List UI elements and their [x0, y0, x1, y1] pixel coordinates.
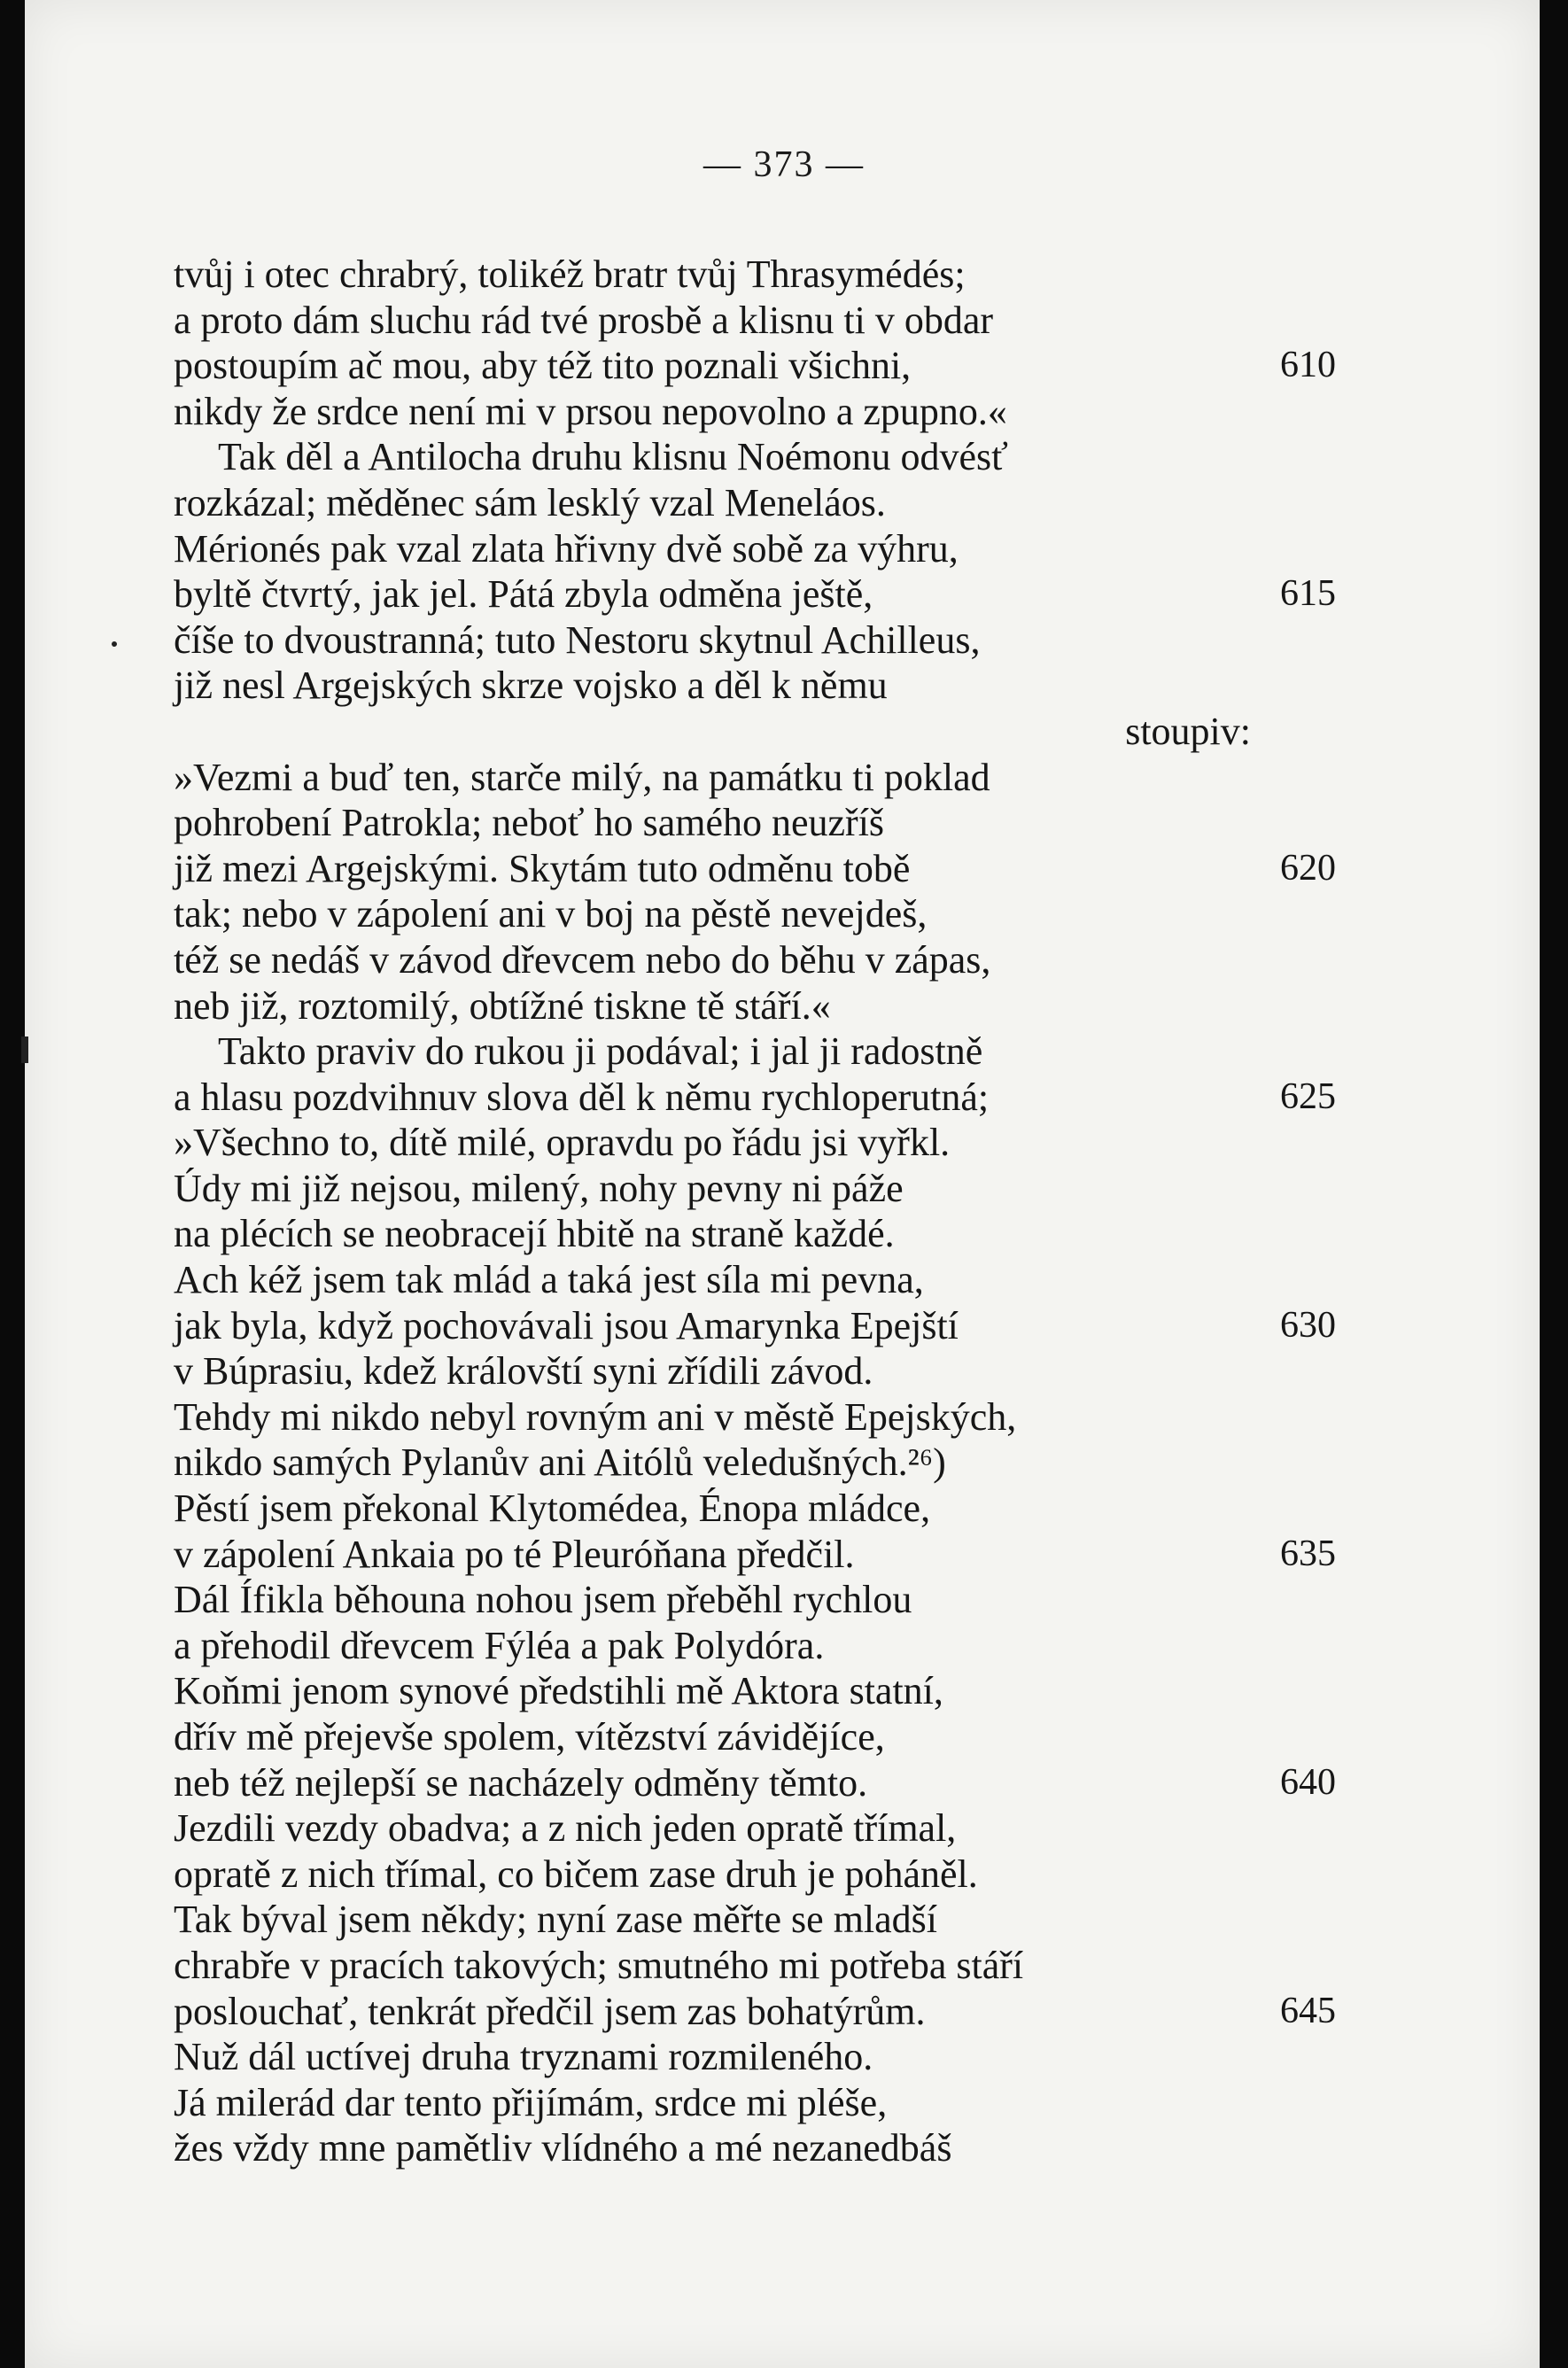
verse-line: a proto dám sluchu rád tvé prosbě a klisnu ti v obdar	[174, 298, 994, 342]
verse-line: a přehodil dřevcem Fýléa a pak Polydóra.	[174, 1623, 825, 1667]
verse-line: byltě čtvrtý, jak jel. Pátá zbyla odměna ještě, 615	[174, 572, 1336, 617]
verse-line: postoupím ač mou, aby též tito poznali všichni, 610	[174, 344, 1336, 388]
verse-line: Já milerád dar tento přijímám, srdce mi pléše,	[174, 2080, 888, 2124]
verse-line: na plécích se neobracejí hbitě na straně každé.	[174, 1212, 895, 1256]
verse-line: Ach kéž jsem tak mlád a taká jest síla mi pevna,	[174, 1258, 924, 1302]
line-number: 625	[1280, 1075, 1336, 1117]
verse-line: tak; nebo v zápolení ani v boj na pěstě nevejdeš,	[174, 892, 928, 936]
verse-line: nikdo samých Pylanův ani Aitólů veledušných.²⁶)	[174, 1440, 946, 1485]
verse-line: Tehdy mi nikdo nebyl rovným ani v městě Epejských,	[174, 1394, 1017, 1439]
verse-line: poslouchať, tenkrát předčil jsem zas bohatýrům. 645	[174, 1989, 1336, 2033]
verse-line: Takto praviv do rukou ji podával; i jal ji radostně	[218, 1029, 983, 1074]
verse-line: chrabře v pracích takových; smutného mi potřeba stáří	[174, 1943, 1024, 1987]
verse-line: rozkázal; měděnec sám lesklý vzal Meneláos.	[174, 480, 886, 524]
verse-line: Pěstí jsem překonal Klytomédea, Énopa mládce,	[174, 1487, 931, 1531]
verse-line: dřív mě přejevše spolem, vítězství závidějíce,	[174, 1715, 885, 1759]
verse-line: a hlasu pozdvihnuv slova děl k němu rychloperutná; 625	[174, 1075, 1336, 1119]
verse-line: žes vždy mne pamětliv vlídného a mé nezanedbáš	[174, 2126, 952, 2170]
line-number: 615	[1280, 573, 1336, 615]
verse-line: pohrobení Patrokla; neboť ho samého neuzříš	[174, 801, 885, 845]
verse-line: Jezdili vezdy obadva; a z nich jeden opratě třímal,	[174, 1806, 957, 1851]
line-number: 645	[1280, 1990, 1336, 2031]
verse-line: v zápolení Ankaia po té Pleuróňana předčil. 635	[174, 1532, 1336, 1576]
verse-line: tvůj i otec chrabrý, tolikéž bratr tvůj Thrasymédés;	[174, 252, 966, 296]
verse-line: Údy mi již nejsou, milený, nohy pevny ni páže	[174, 1166, 904, 1210]
verse-line: též se nedáš v závod dřevcem nebo do běhu v zápas,	[174, 937, 991, 982]
verse-line: neb též nejlepší se nacházely odměny těmto. 640	[174, 1760, 1336, 1805]
verse-line: Koňmi jenom synové předstihli mě Aktora statní,	[174, 1669, 943, 1713]
verse-line: neb již, roztomilý, obtížné tiskne tě stáří.«	[174, 983, 831, 1028]
line-number: 640	[1280, 1761, 1336, 1803]
verse-line: Tak býval jsem někdy; nyní zase měřte se mladší	[174, 1898, 938, 1942]
line-number: 630	[1280, 1304, 1336, 1346]
verse-line: Tak děl a Antilocha druhu klisnu Noémonu odvésť	[218, 435, 1008, 479]
margin-tick-mark	[21, 1036, 28, 1063]
verse-line: »Vezmi a buď ten, starče milý, na památku ti poklad	[174, 755, 990, 799]
margin-dot	[112, 641, 117, 647]
poem-text	[174, 252, 1361, 2171]
verse-line: Dál Ífikla běhouna nohou jsem přeběhl rychlou	[174, 1578, 912, 1622]
verse-line: Nuž dál uctívej druha tryznami rozmileného.	[174, 2035, 873, 2079]
line-number: 620	[1280, 847, 1336, 889]
verse-line: Mérionés pak vzal zlata hřivny dvě sobě za výhru,	[174, 526, 959, 571]
line-number: 635	[1280, 1533, 1336, 1574]
verse-line: již nesl Argejských skrze vojsko a děl k němu	[174, 664, 888, 708]
verse-line: opratě z nich třímal, co bičem zase druh je poháněl.	[174, 1852, 978, 1896]
verse-line: »Všechno to, dítě milé, opravdu po řádu jsi vyřkl.	[174, 1121, 951, 1165]
verse-line: v Búprasiu, kdež královští syni zřídili závod.	[174, 1349, 873, 1394]
verse-line: jak byla, když pochovávali jsou Amarynka Epejští 630	[174, 1303, 1336, 1347]
page-number: — 373 —	[703, 144, 865, 185]
verse-line: číše to dvoustranná; tuto Nestoru skytnul Achilleus,	[174, 617, 981, 662]
verse-line: nikdy že srdce není mi v prsou nepovolno a zpupno.«	[174, 389, 1007, 433]
verse-line: již mezi Argejskými. Skytám tuto odměnu tobě 620	[174, 846, 1336, 890]
verse-line-continuation: stoupiv:	[1125, 709, 1251, 753]
line-number: 610	[1280, 345, 1336, 386]
